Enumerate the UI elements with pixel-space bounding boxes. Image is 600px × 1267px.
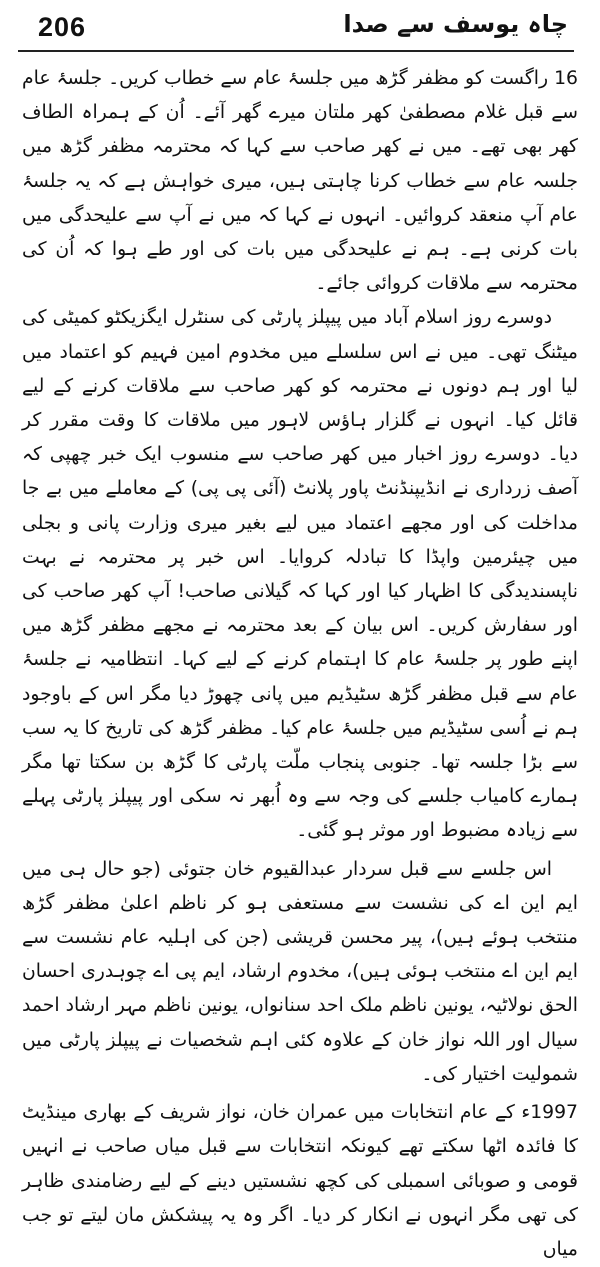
page-number: 206 — [38, 12, 87, 42]
paragraph: دوسرے روز اسلام آباد میں پیپلز پارٹی کی سنٹرل ایگزیکٹو کمیٹی کی میٹنگ تھی۔ میں نے اس سلسلے میں مخدوم امین فہیم کو اعتماد میں لیا اور ہم دونوں نے محترمہ کو کھر صاحب سے ملاقات کرنے کے لیے قائل کیا۔ انہوں نے گلزار ہاؤس لاہور میں ملاقات کا وقت مقرر کر دیا۔ دوسرے روز اخبار میں کھر صاحب سے منسوب ایک خبر چھپی کہ آصف زرداری نے انڈیپنڈنٹ پاور پلانٹ (آئی پی پی) کے معاملے میں بے جا مداخلت کی اور مجھے اعتماد میں لیے بغیر میری وزارت پانی و بجلی میں چیئرمین واپڈا کا تبادلہ کروایا۔ اس خبر پر محترمہ نے بہت ناپسندیدگی کا اظہار کیا اور کہا کہ گیلانی صاحب! آپ کھر صاحب کی اور سفارش کریں۔ اس بیان کے بعد محترمہ نے مجھے مظفر گڑھ میں اپنے طور پر جلسۂ عام کا اہتمام کرنے کے لیے کہا۔ انتظامیہ نے جلسۂ عام سے قبل مظفر گڑھ سٹیڈیم میں پانی چھوڑ دیا مگر اس کے باوجود ہم نے اُسی سٹیڈیم میں جلسۂ عام کیا۔ مظفر گڑھ کی تاریخ کا یہ سب سے بڑا جلسہ تھا۔ جنوبی پنجاب ملّت پارٹی کا گڑھ بن سکتا تھا مگر ہمارے کامیاب جلسے کی وجہ سے وہ اُبھر نہ سکی اور پیپلز پارٹی پہلے سے زیادہ مضبوط اور موثر ہو گئی۔ — [22, 307, 578, 842]
paragraph: 1997ء کے عام انتخابات میں عمران خان، نواز شریف کے بھاری مینڈیٹ کا فائدہ اٹھا سکتے تھے کیونکہ انتخابات سے قبل میاں صاحب نے انہیں قومی و صوبائی اسمبلی کی کچھ نشستیں دینے کے لیے رضامندی ظاہر کی تھی مگر انہوں نے انکار کر دیا۔ اگر وہ یہ پیشکش مان لیتے تو جب میاں — [22, 1102, 578, 1260]
body-text — [22, 62, 578, 1267]
header-divider — [18, 50, 574, 52]
running-title: چاہ یوسف سے صدا — [343, 10, 568, 38]
paragraph: اس جلسے سے قبل سردار عبدالقیوم خان جتوئی (جو حال ہی میں ایم این اے کی نشست سے مستعفی ہو کر ناظم اعلیٰ مظفر گڑھ منتخب ہوئے ہیں)، پیر محسن قریشی (جن کی اہلیہ عام نشست سے ایم این اے منتخب ہوئی ہیں)، مخدوم ارشاد، ایم پی اے چوہدری احسان الحق نولاٹیہ، یونین ناظم ملک احد سنانواں، یونین ناظم مہر ارشاد احمد سیال اور اللہ نواز خان کے علاوہ کئی اہم شخصیات نے پیپلز پارٹی میں شمولیت اختیار کی۔ — [22, 858, 578, 1085]
page-header — [38, 6, 568, 50]
paragraph: 16 راگست کو مظفر گڑھ میں جلسۂ عام سے خطاب کریں۔ جلسۂ عام سے قبل غلام مصطفیٰ کھر ملتان میرے گھر آئے۔ اُن کے ہمراہ الطاف کھر بھی تھے۔ میں نے کھر صاحب سے کہا کہ محترمہ مظفر گڑھ میں جلسہ عام سے خطاب کرنا چاہتی ہیں، میری خواہش ہے کہ یہ جلسۂ عام آپ منعقد کروائیں۔ انہوں نے کہا کہ میں نے آپ سے علیحدگی میں بات کرنی ہے۔ ہم نے علیحدگی میں بات کی اور طے ہوا کہ اُن کی محترمہ سے ملاقات کروائی جائے۔ — [22, 68, 578, 295]
